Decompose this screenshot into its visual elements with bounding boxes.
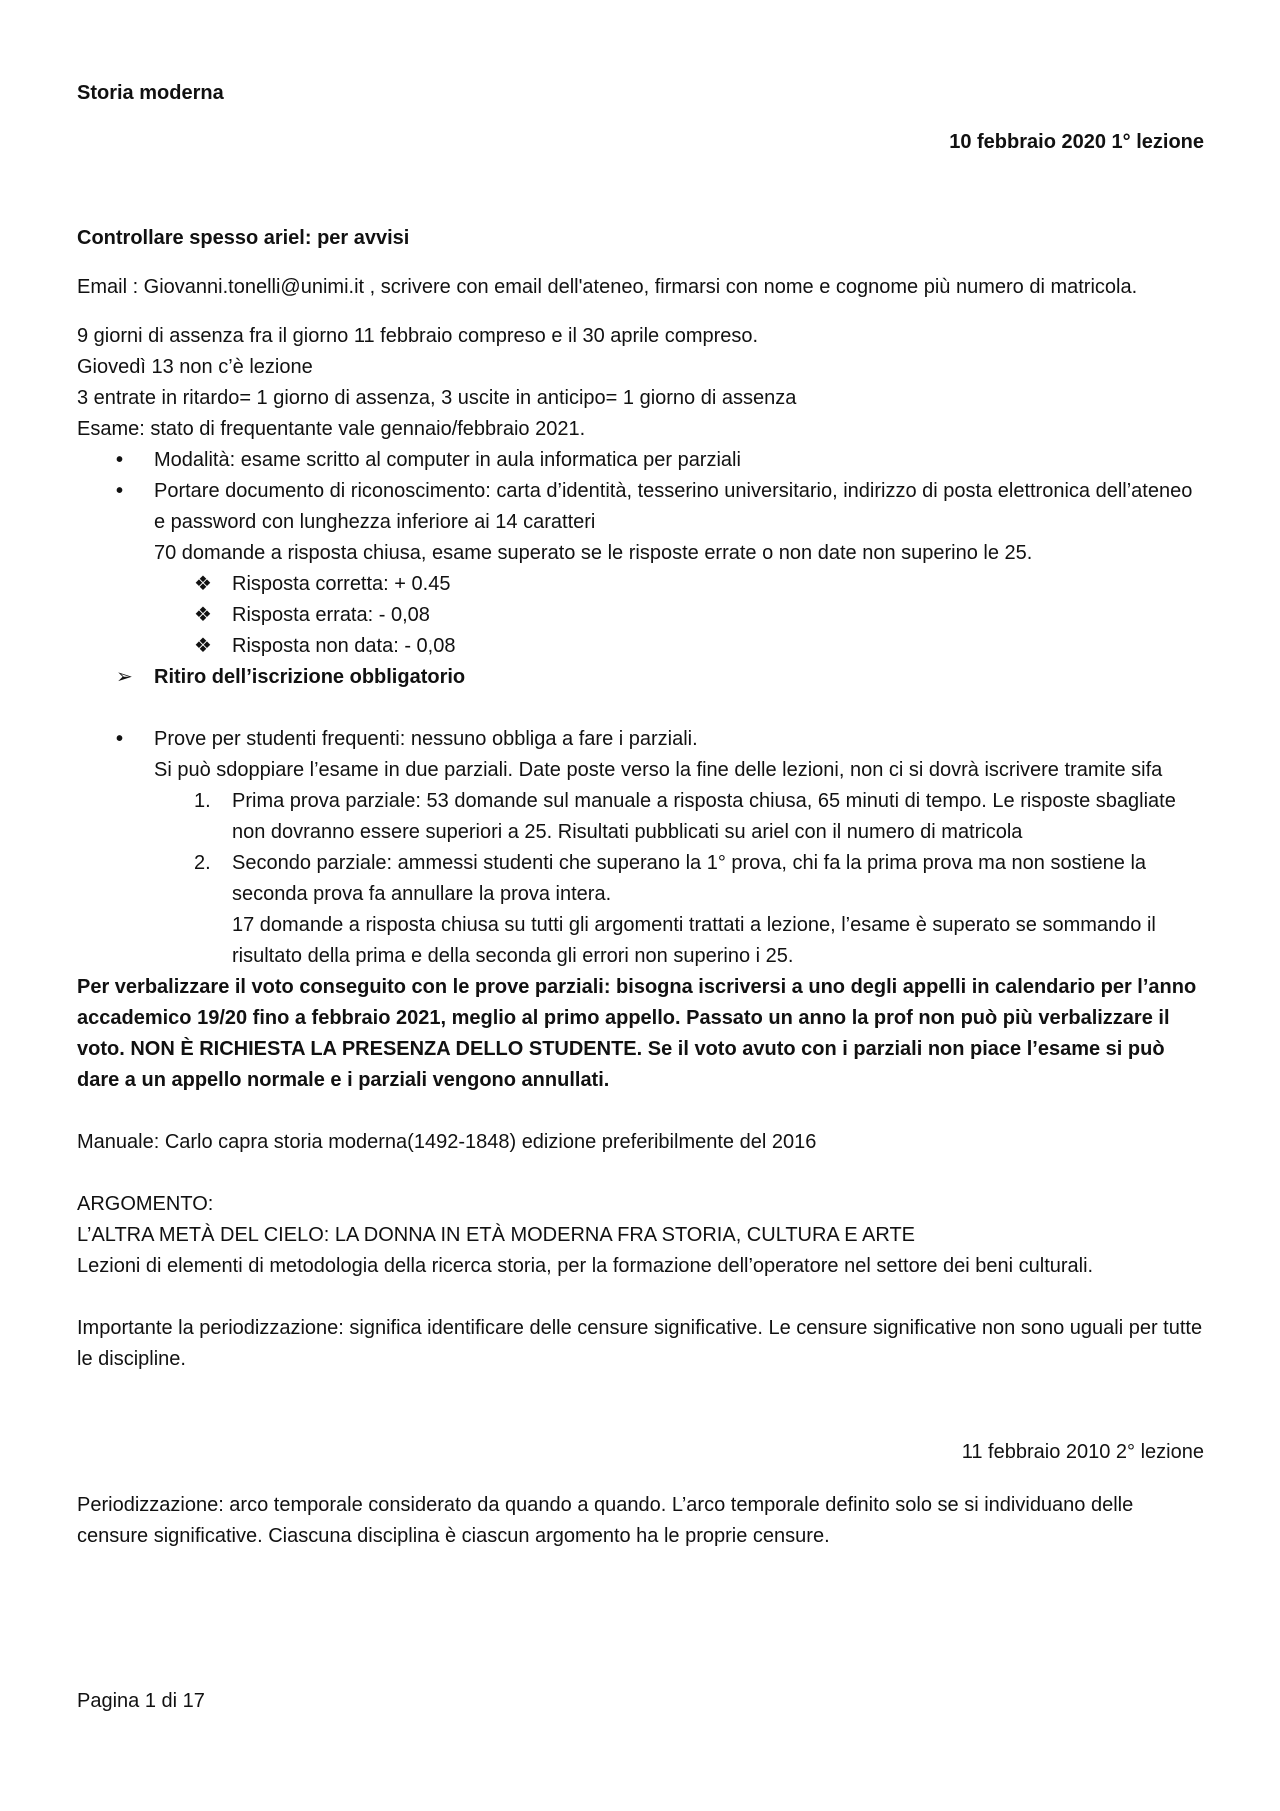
email-line: Email : Giovanni.tonelli@unimi.it , scrivere con email dell'ateneo, firmarsi con nome e cognome più numero di matricola. [77,276,1138,298]
ariel-note: Controllare spesso ariel: per avvisi [77,227,410,249]
page-number: Pagina 1 di 17 [77,1690,205,1712]
topic-title: L’ALTRA METÀ DEL CIELO: LA DONNA IN ETÀ MODERNA FRA STORIA, CULTURA E ARTE [77,1224,915,1246]
diamond-bullet-icon: ❖ [194,573,212,595]
exam-modalita-text: Modalità: esame scritto al computer in aula informatica per parziali [154,449,741,471]
withdrawal-item [77,662,1204,693]
attendance-line-1: 9 giorni di assenza fra il giorno 11 febbraio compreso e il 30 aprile compreso. [77,325,759,347]
partial-item-1-text: Prima prova parziale: 53 domande sul manuale a risposta chiusa, 65 minuti di tempo. Le risposte sbagliate non dovranno essere superiori a 25. Risultati pubblicati su ariel con il numero di matricola [232,790,1176,843]
scoring-item [77,569,1204,600]
manual-line: Manuale: Carlo capra storia moderna(1492-1848) edizione preferibilmente del 2016 [77,1131,817,1153]
topic-label: ARGOMENTO: [77,1193,214,1215]
partial-item-2 [77,848,1204,972]
bullet-icon: • [116,449,124,471]
list-number: 1. [194,790,211,812]
bullet-icon: • [116,728,124,750]
partial-item-2-extra: 17 domande a risposta chiusa su tutti gli argomenti trattati a lezione, l’esame è superato se sommando il risultato della prima e della seconda gli errori non superino i 25. [232,914,1156,967]
lesson1-date: 10 febbraio 2020 1° lezione [949,131,1204,153]
scoring-item [77,631,1204,662]
course-title: Storia moderna [77,82,224,104]
partial-item-1 [77,786,1204,848]
diamond-bullet-icon: ❖ [194,604,212,626]
partial-item-2-text: Secondo parziale: ammessi studenti che superano la 1° prova, chi fa la prima prova ma non sostiene la seconda prova fa annullare la prova intera. [232,852,1147,905]
exam-bullet-documento [77,476,1204,538]
bullet-icon: • [116,480,124,502]
exam-questions: 70 domande a risposta chiusa, esame superato se le risposte errate o non date non superino le 25. [154,542,1033,564]
periodization-definition: Periodizzazione: arco temporale considerato da quando a quando. L’arco temporale definito solo se si individuano delle censure significative. Ciascuna disciplina è ciascun argomento ha le proprie censure. [77,1494,1134,1547]
partials-bullet [77,724,1204,786]
page-content [77,78,1204,1552]
arrow-bullet-icon: ➢ [116,666,133,688]
scoring-unanswered: Risposta non data: - 0,08 [232,635,456,657]
withdrawal-text: Ritiro dell’iscrizione obbligatorio [154,666,466,688]
scoring-item [77,600,1204,631]
exam-documento-text: Portare documento di riconoscimento: carta d’identità, tesserino universitario, indirizzo di posta elettronica dell’ateneo e password con lunghezza inferiore ai 14 caratteri [154,480,1193,533]
attendance-line-2: Giovedì 13 non c’è lezione [77,356,313,378]
verbalization-note: Per verbalizzare il voto conseguito con le prove parziali: bisogna iscriversi a uno degli appelli in calendario per l’anno accademico 19/20 fino a febbraio 2021, meglio al primo appello. Passato un anno la prof non può più verbalizzare il voto. NON È RICHIESTA LA PRESENZA DELLO STUDENTE. Se il voto avuto con i parziali non piace l’esame si può dare a un appello normale e i parziali vengono annullati. [77,976,1197,1091]
topic-description: Lezioni di elementi di metodologia della ricerca storia, per la formazione dell’operatore nel settore dei beni culturali. [77,1255,1094,1277]
partials-intro: Prove per studenti frequenti: nessuno obbliga a fare i parziali. [154,728,698,750]
periodization-paragraph: Importante la periodizzazione: significa identificare delle censure significative. Le censure significative non sono uguali per tutte le discipline. [77,1317,1203,1370]
exam-bullet-modalita [77,445,1204,476]
scoring-correct: Risposta corretta: + 0.45 [232,573,451,595]
list-number: 2. [194,852,211,874]
partials-split: Si può sdoppiare l’esame in due parziali. Date poste verso la fine delle lezioni, non ci si dovrà iscrivere tramite sifa [154,759,1163,781]
attendance-line-4: Esame: stato di frequentante vale gennaio/febbraio 2021. [77,418,586,440]
attendance-line-3: 3 entrate in ritardo= 1 giorno di assenza, 3 uscite in anticipo= 1 giorno di assenza [77,387,797,409]
scoring-wrong: Risposta errata: - 0,08 [232,604,430,626]
diamond-bullet-icon: ❖ [194,635,212,657]
lesson2-date: 11 febbraio 2010 2° lezione [961,1441,1204,1463]
